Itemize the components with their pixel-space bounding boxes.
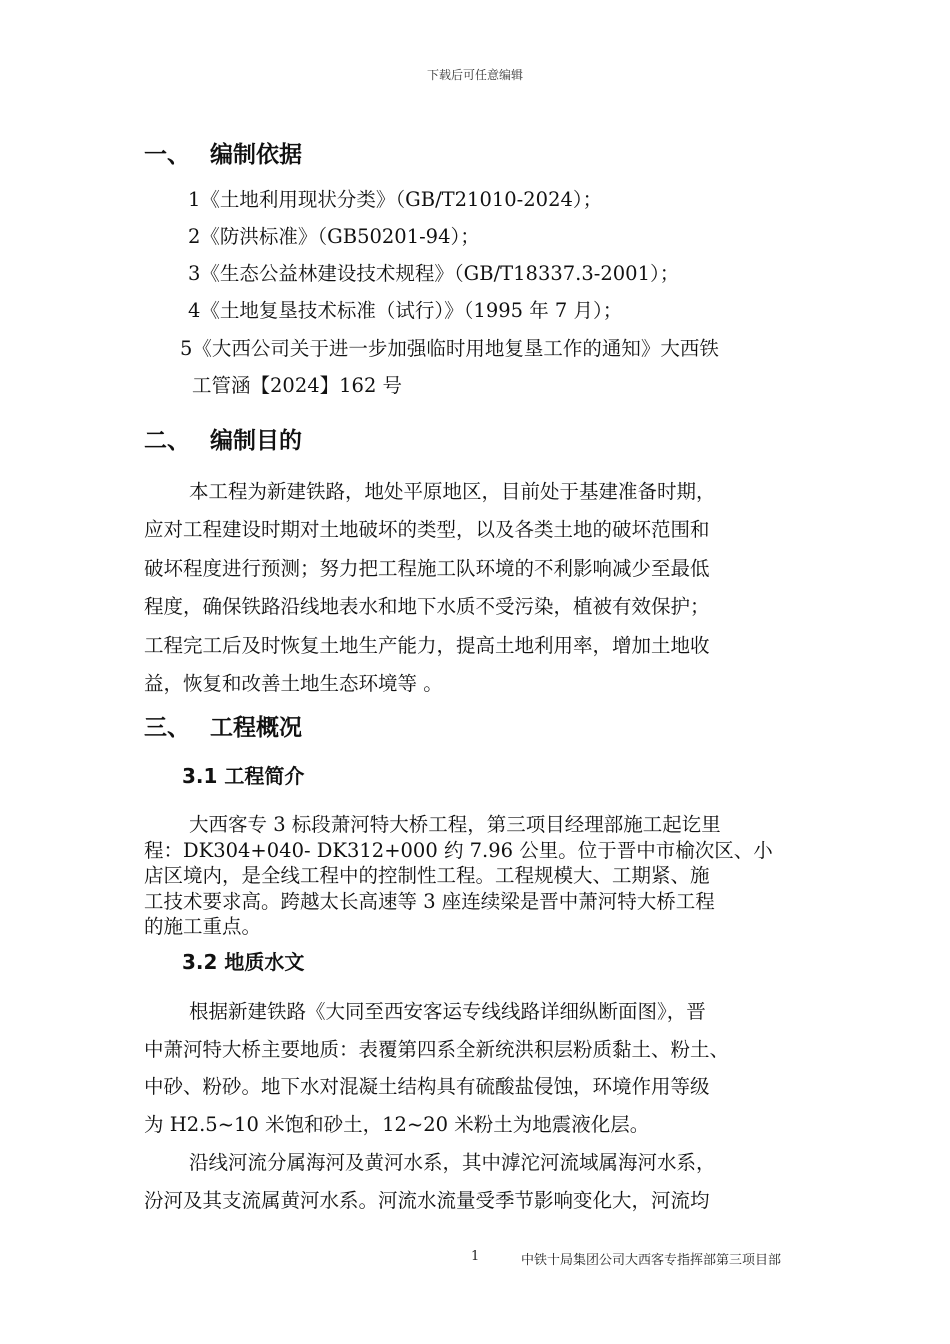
- paragraph-line: 应对工程建设时期对土地破坏的类型，以及各类土地的破坏范围和: [144, 518, 710, 542]
- page-header-note: 下载后可任意编辑: [426, 68, 523, 82]
- paragraph-line: 程度，确保铁路沿线地表水和地下水质不受污染，植被有效保护；: [144, 595, 710, 619]
- subsection-heading: 3.2 地质水文: [182, 950, 305, 974]
- section-number: 三、: [144, 715, 190, 741]
- intro-paragraph: [144, 812, 804, 940]
- section-title: 编制依据: [210, 142, 302, 168]
- paragraph-line: 中萧河特大桥主要地质：表覆第四系全新统洪积层粉质黏土、粉土、: [144, 1037, 730, 1061]
- subsection-heading: 3.1 工程简介: [182, 764, 305, 788]
- page-number: 1: [471, 1249, 480, 1264]
- paragraph-line: 大西客专 3 标段萧河特大桥工程，第三项目经理部施工起讫里: [189, 813, 721, 836]
- basis-item: 3《生态公益林建设技术规程》（GB/T18337.3-2001）；: [188, 262, 680, 285]
- section-title: 工程概况: [210, 715, 302, 741]
- basis-item: 5《大西公司关于进一步加强临时用地复垦工作的通知》大西铁: [180, 337, 719, 360]
- paragraph-line: 根据新建铁路《大同至西安客运专线线路详细纵断面图》，晋: [189, 1000, 706, 1023]
- basis-item: 1《土地利用现状分类》（GB/T21010-2024）；: [188, 188, 603, 211]
- paragraph-line: 益，恢复和改善土地生态环境等 。: [144, 672, 443, 696]
- geology-paragraph: [144, 993, 804, 1143]
- paragraph-line: 店区境内，是全线工程中的控制性工程。工程规模大、工期紧、施: [144, 864, 710, 887]
- section-heading-overview: [144, 709, 302, 742]
- paragraph-line: 本工程为新建铁路，地处平原地区，目前处于基建准备时期，: [189, 480, 716, 503]
- section-title: 编制目的: [210, 428, 302, 454]
- basis-item-continued: 工管涵【2024】162 号: [192, 374, 403, 397]
- section-heading-basis: [144, 136, 302, 169]
- section-number: 一、: [144, 142, 190, 168]
- river-paragraph: [144, 1144, 804, 1219]
- paragraph-line: 为 H2.5~10 米饱和砂土，12~20 米粉土为地震液化层。: [144, 1112, 650, 1136]
- purpose-paragraph: [144, 473, 804, 703]
- paragraph-line: 汾河及其支流属黄河水系。河流水流量受季节影响变化大，河流均: [144, 1188, 710, 1212]
- paragraph-line: 沿线河流分属海河及黄河水系，其中滹沱河流域属海河水系，: [189, 1151, 716, 1174]
- paragraph-line: 工程完工后及时恢复土地生产能力，提高土地利用率，增加土地收: [144, 633, 710, 657]
- paragraph-line: 中砂、粉砂。地下水对混凝土结构具有硫酸盐侵蚀，环境作用等级: [144, 1075, 710, 1098]
- paragraph-line: 的施工重点。: [144, 915, 262, 938]
- basis-item: 2《防洪标准》（GB50201-94）；: [188, 225, 480, 248]
- paragraph-line: 程：DK304+040- DK312+000 约 7.96 公里。位于晋中市榆次区、小: [144, 838, 773, 862]
- section-heading-purpose: [144, 422, 302, 455]
- paragraph-line: 破坏程度进行预测；努力把工程施工队环境的不利影响减少至最低: [144, 556, 710, 580]
- paragraph-line: 工技术要求高。跨越太长高速等 3 座连续梁是晋中萧河特大桥工程: [144, 889, 715, 913]
- footer-organization: 中铁十局集团公司大西客专指挥部第三项目部: [521, 1253, 782, 1268]
- basis-item: 4《土地复垦技术标准（试行）》（1995 年 7 月）；: [188, 299, 623, 322]
- section-number: 二、: [144, 428, 190, 454]
